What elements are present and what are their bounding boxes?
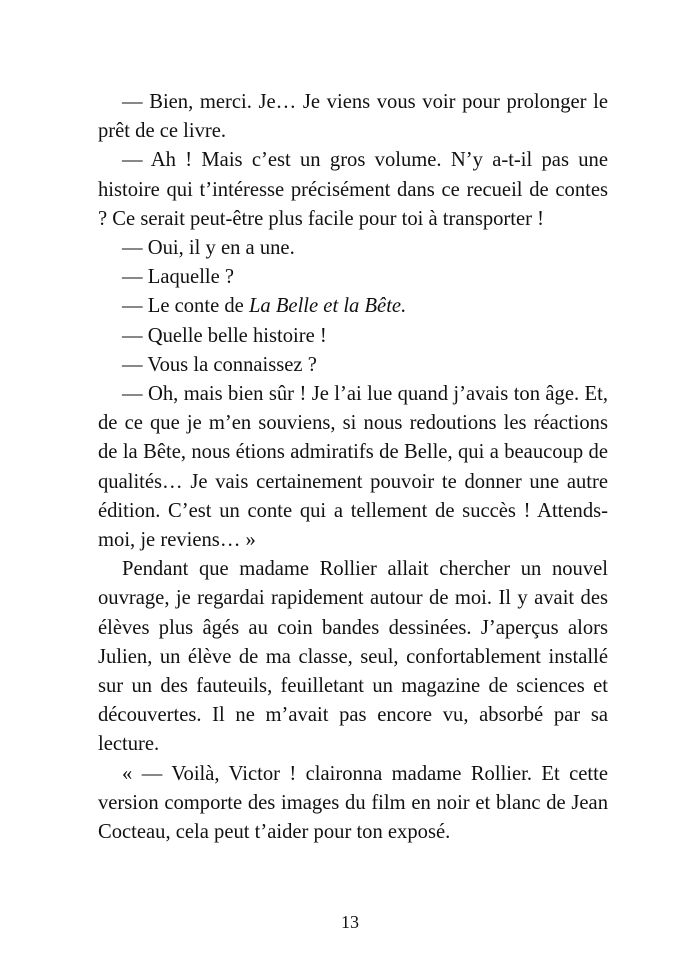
dialogue-line: — Oui, il y en a une. xyxy=(122,237,295,260)
dialogue-line: — Ah ! Mais c’est un gros volume. N’y a-t-il pas une histoire qui t’intéresse précisément dans ce recueil de contes ? Ce serait peut-être plus facile pour toi à transporter ! xyxy=(98,149,608,230)
dialogue-line: « — Voilà, Victor ! claironna madame Rollier. Et cette version comporte des images du film en noir et blanc de Jean Cocteau, cela peut t’aider pour ton exposé. xyxy=(98,762,608,844)
dialogue-line: — Laquelle ? xyxy=(122,266,235,289)
tale-line-prefix: — Le conte de xyxy=(122,295,249,318)
dialogue-line-tale xyxy=(98,292,608,321)
dialogue-line: — Bien, merci. Je… Je viens vous voir pour prolonger le prêt de ce livre. xyxy=(98,91,608,143)
tale-title: La Belle et la Bête. xyxy=(248,295,407,318)
page-number: 13 xyxy=(341,912,359,932)
narration-paragraph: Pendant que madame Rollier allait chercher un nouvel ouvrage, je regardai rapidement autour de moi. Il y avait des élèves plus âgés au coin bandes dessinées. J’aperçus alors Julien, un élève de ma classe, seul, confortablement installé sur un des fauteuils, feuilletant un magazine de sciences et découvertes. Il ne m’avait pas encore vu, absorbé par sa lecture. xyxy=(98,558,608,756)
dialogue-line: — Vous la connaissez ? xyxy=(122,353,317,376)
dialogue-line: — Oh, mais bien sûr ! Je l’ai lue quand j’avais ton âge. Et, de ce que je m’en souviens, si nous redoutions les réactions de la Bête, nous étions admiratifs de Belle, qui a beaucoup de qualités… Je vais certainement pouvoir te donner une autre édition. C’est un conte qui a tellement de succès ! Attends-moi, je reviens… » xyxy=(98,383,608,552)
body-text xyxy=(98,88,608,847)
dialogue-line: — Quelle belle histoire ! xyxy=(122,324,327,347)
